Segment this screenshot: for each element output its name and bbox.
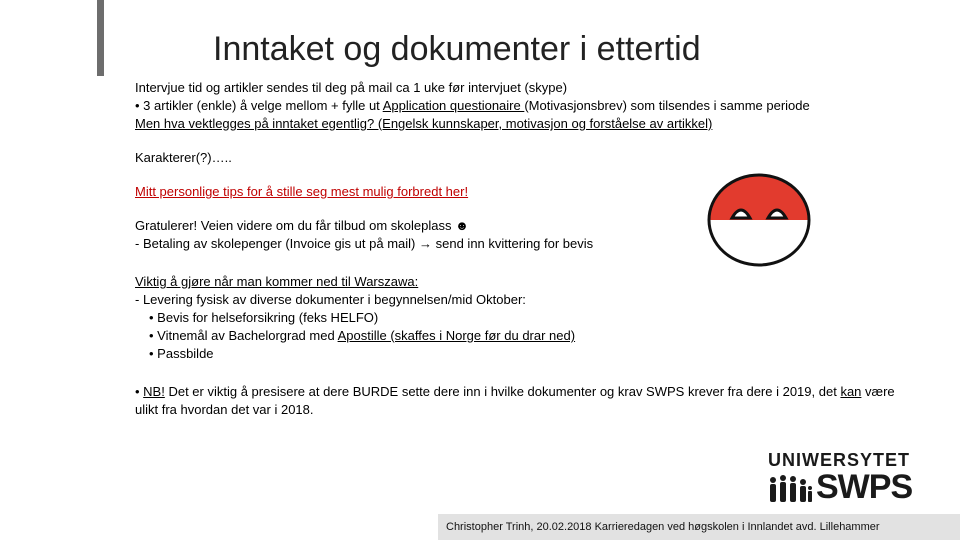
congrats-line bbox=[135, 217, 935, 235]
intro-line: Intervjue tid og artikler sendes til deg på mail ca 1 uke før intervjuet (skype) bbox=[135, 80, 568, 95]
congrats-text: Gratulerer! Veien videre om du får tilbud om skoleplass bbox=[135, 218, 452, 233]
footer-bar: Christopher Trinh, 20.02.2018 Karrieredagen ved høgskolen i Innlandet avd. Lillehammer bbox=[438, 514, 960, 540]
apostille-link[interactable]: Apostille (skaffes i Norge før du drar ned) bbox=[337, 328, 576, 343]
grades-line: Karakterer(?)….. bbox=[135, 150, 232, 165]
bullet-diploma bbox=[135, 327, 935, 345]
note-text-2: være ulikt fra hvordan det var i 2018. bbox=[135, 384, 895, 417]
smiley-icon: ☻ bbox=[455, 218, 469, 233]
people-silhouette-icon bbox=[768, 474, 814, 504]
decorative-bar bbox=[97, 0, 104, 76]
slide-title: Inntaket og dokumenter i ettertid bbox=[213, 30, 701, 68]
polandball-icon bbox=[706, 172, 812, 268]
bullet-insurance: • Bevis for helseforsikring (feks HELFO) bbox=[149, 310, 379, 325]
bullet-photo: • Passbilde bbox=[149, 346, 214, 361]
arrow-right-icon: → bbox=[419, 236, 432, 251]
warsaw-heading: Viktig å gjøre når man kommer ned til Warszawa: bbox=[135, 274, 419, 289]
payment-line bbox=[135, 235, 935, 253]
diploma-prefix: • Vitnemål av Bachelorgrad med bbox=[149, 328, 338, 343]
kan-word: kan bbox=[840, 384, 862, 399]
delivery-line: - Levering fysisk av diverse dokumenter i begynnelsen/mid Oktober: bbox=[135, 292, 526, 307]
question-line: Men hva vektlegges på inntaket egentlig? (Engelsk kunnskaper, motivasjon og forståelse av artikkel) bbox=[135, 116, 713, 131]
logo-line1: UNIWERSYTET bbox=[768, 450, 911, 470]
note-bullet: • bbox=[135, 384, 144, 399]
nb-label: NB! bbox=[143, 384, 165, 399]
payment-text: - Betaling av skolepenger (Invoice gis ut på mail) bbox=[135, 236, 416, 251]
logo-line2: SWPS bbox=[816, 468, 913, 506]
tips-link[interactable]: Mitt personlige tips for å stille seg mest mulig forbredt her! bbox=[135, 184, 469, 199]
application-questionaire-link[interactable]: Application questionaire bbox=[382, 98, 525, 113]
swps-logo bbox=[764, 446, 920, 506]
payment-result: send inn kvittering for bevis bbox=[435, 236, 594, 251]
slide-body bbox=[135, 79, 935, 419]
articles-suffix: (Motivasjonsbrev) som tilsendes i samme periode bbox=[524, 98, 810, 113]
note-text-1: Det er viktig å presisere at dere BURDE sette dere inn i hvilke dokumenter og krav SWPS krever fra dere i 2019, det bbox=[164, 384, 841, 399]
articles-line bbox=[135, 97, 935, 115]
articles-prefix: • 3 artikler (enkle) å velge mellom + fylle ut bbox=[135, 98, 383, 113]
note-paragraph bbox=[135, 383, 915, 419]
